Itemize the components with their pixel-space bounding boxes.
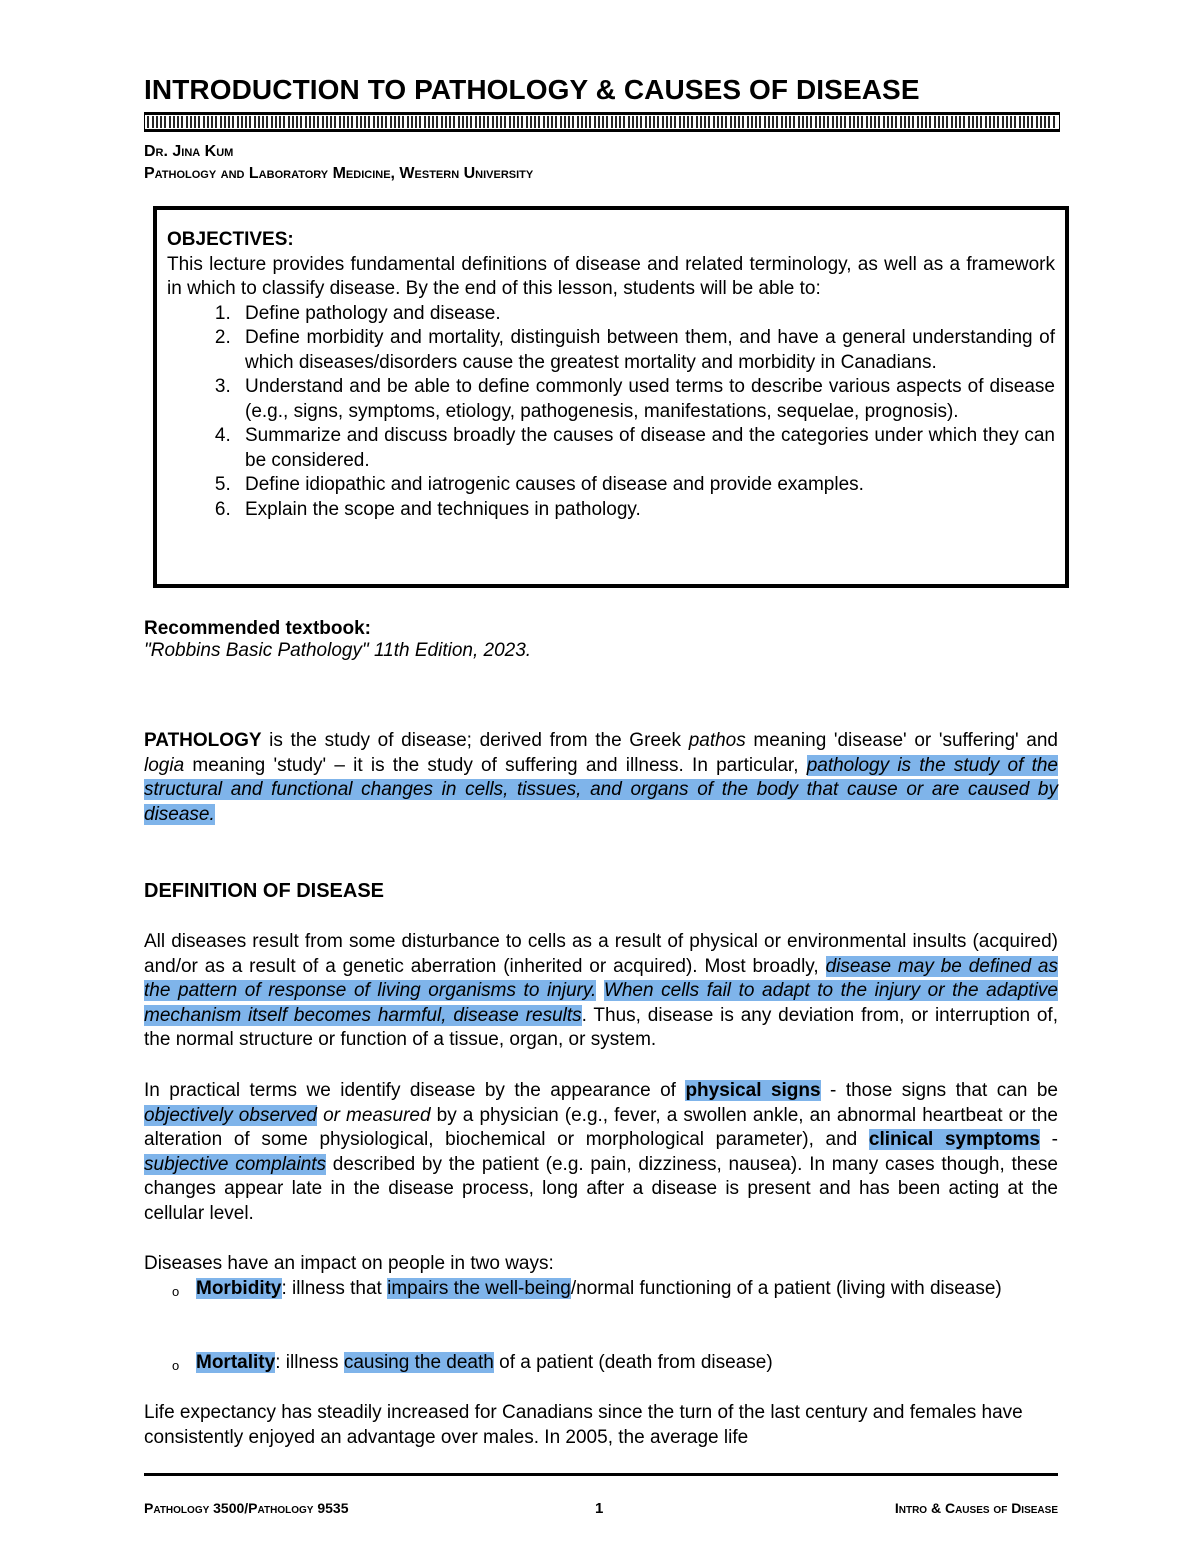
department: Pathology and Laboratory Medicine, Western University [144, 165, 534, 182]
objective-item: 2. Define morbidity and mortality, distinguish between them, and have a general understanding of which diseases/disorders cause the greatest mortality and morbidity in Canadians. [236, 326, 1055, 375]
text-span: - [1040, 1129, 1059, 1150]
document-title: INTRODUCTION TO PATHOLOGY & CAUSES OF DISEASE [144, 74, 920, 105]
objective-item: 1. Define pathology and disease. [236, 302, 1055, 327]
practical-paragraph [144, 1079, 1058, 1226]
objectives-box [153, 206, 1069, 588]
disease-definition-highlight: disease may be defined as the pattern of response of living organisms to injury. [144, 955, 1058, 1001]
subjective-complaints-highlight: subjective complaints [144, 1153, 327, 1175]
text-span: /normal functioning of a patient (living with disease) [570, 1278, 1002, 1299]
textbook-title: "Robbins Basic Pathology" 11th Edition, 2023. [144, 640, 532, 661]
greek-key-pattern [147, 116, 1057, 128]
disease-results-highlight: When cells fail to adapt to the injury or the adaptive mechanism itself becomes harmful, disease results [144, 980, 1059, 1026]
text-span: : illness [275, 1352, 344, 1373]
text-span: meaning 'disease' or 'suffering' and [745, 730, 1058, 751]
definition-heading: DEFINITION OF DISEASE [144, 880, 385, 902]
bullet-icon: o [172, 1358, 180, 1373]
bullet-icon: o [172, 1284, 180, 1299]
pathology-paragraph [144, 729, 1058, 827]
text-span: is the study of disease; derived from the Greek [261, 730, 689, 751]
text-span: or measured [316, 1104, 431, 1126]
footer-topic: Intro & Causes of Disease [894, 1500, 1058, 1516]
life-expectancy-paragraph: Life expectancy has steadily increased for Canadians since the turn of the last century and females have consistently enjoyed an advantage over males. In 2005, the average life [144, 1402, 1023, 1448]
textbook-label: Recommended textbook: [144, 618, 371, 639]
mortality-bullet [144, 1351, 1058, 1376]
objectives-intro: This lecture provides fundamental definitions of disease and related terminology, as well as a framework in which to classify disease. By the end of this lesson, students will be able to: [167, 253, 1055, 299]
text-span: by a physician (e.g., fever, a swollen ankle, an abnormal heartbeat or the alteration of some physiological, biochemical or morphological parameter), and [144, 1104, 1058, 1150]
page-number: 1 [595, 1500, 604, 1517]
recommended-textbook [144, 618, 531, 662]
text-span: In practical terms we identify disease by the appearance of [144, 1080, 686, 1101]
mortality-highlight: causing the death [343, 1352, 494, 1373]
objective-item: 5. Define idiopathic and iatrogenic causes of disease and provide examples. [236, 473, 1055, 498]
morbidity-highlight: impairs the well-being [387, 1278, 571, 1299]
mortality-text [196, 1351, 1058, 1376]
author-name: Dr. Jina Kum [144, 143, 234, 160]
logia-word: logia [144, 754, 185, 776]
objective-item: 6. Explain the scope and techniques in pathology. [236, 498, 1055, 523]
text-span: . Thus, disease is any deviation from, or interruption of, the normal structure or function of a tissue, organ, or system. [144, 1004, 1058, 1050]
text-span: - those signs that can be [820, 1080, 1058, 1101]
footer-course: Pathology 3500/Pathology 9535 [144, 1500, 349, 1516]
morbidity-bullet [144, 1277, 1058, 1302]
objectives-list [167, 302, 1055, 523]
text-span: All diseases result from some disturbance to cells as a result of physical or environmental insults (acquired) and/or as a result of a genetic aberration (inherited or acquired). Most broadly, [144, 931, 1058, 977]
mortality-term: Mortality [196, 1352, 276, 1373]
definition-paragraph [144, 930, 1058, 1053]
morbidity-text [196, 1277, 1058, 1302]
physical-signs-highlight: physical signs [685, 1080, 821, 1101]
text-span: : illness that [281, 1278, 388, 1299]
text-span: described by the patient (e.g. pain, dizziness, nausea). In many cases though, these changes appear late in the disease process, long after a disease is present and has been acting at the cellular level. [144, 1153, 1058, 1224]
pathology-definition-highlight: pathology is the study of the structural and functional changes in cells, tissues, and organs of the body that cause or are caused by disease. [144, 754, 1058, 825]
footer-rule [144, 1473, 1058, 1476]
objectives-heading: OBJECTIVES: [167, 229, 294, 250]
clinical-symptoms-highlight: clinical symptoms [868, 1129, 1041, 1150]
impact-intro: Diseases have an impact on people in two ways: [144, 1253, 554, 1274]
objective-item: 3. Understand and be able to define commonly used terms to describe various aspects of disease (e.g., signs, symptoms, etiology, pathogenesis, manifestations, sequelae, prognosis). [236, 375, 1055, 424]
text-span: of a patient (death from disease) [493, 1352, 773, 1373]
greek-key-border [144, 112, 1060, 132]
text-span [596, 980, 604, 1001]
pathology-term: PATHOLOGY [144, 730, 262, 751]
pathos-word: pathos [688, 730, 746, 751]
objective-item: 4. Summarize and discuss broadly the causes of disease and the categories under which they can be considered. [236, 424, 1055, 473]
objectively-observed-highlight: objectively observed [144, 1104, 317, 1126]
morbidity-term: Morbidity [196, 1278, 282, 1299]
text-span: meaning 'study' – it is the study of suffering and illness. In particular, [184, 754, 807, 776]
